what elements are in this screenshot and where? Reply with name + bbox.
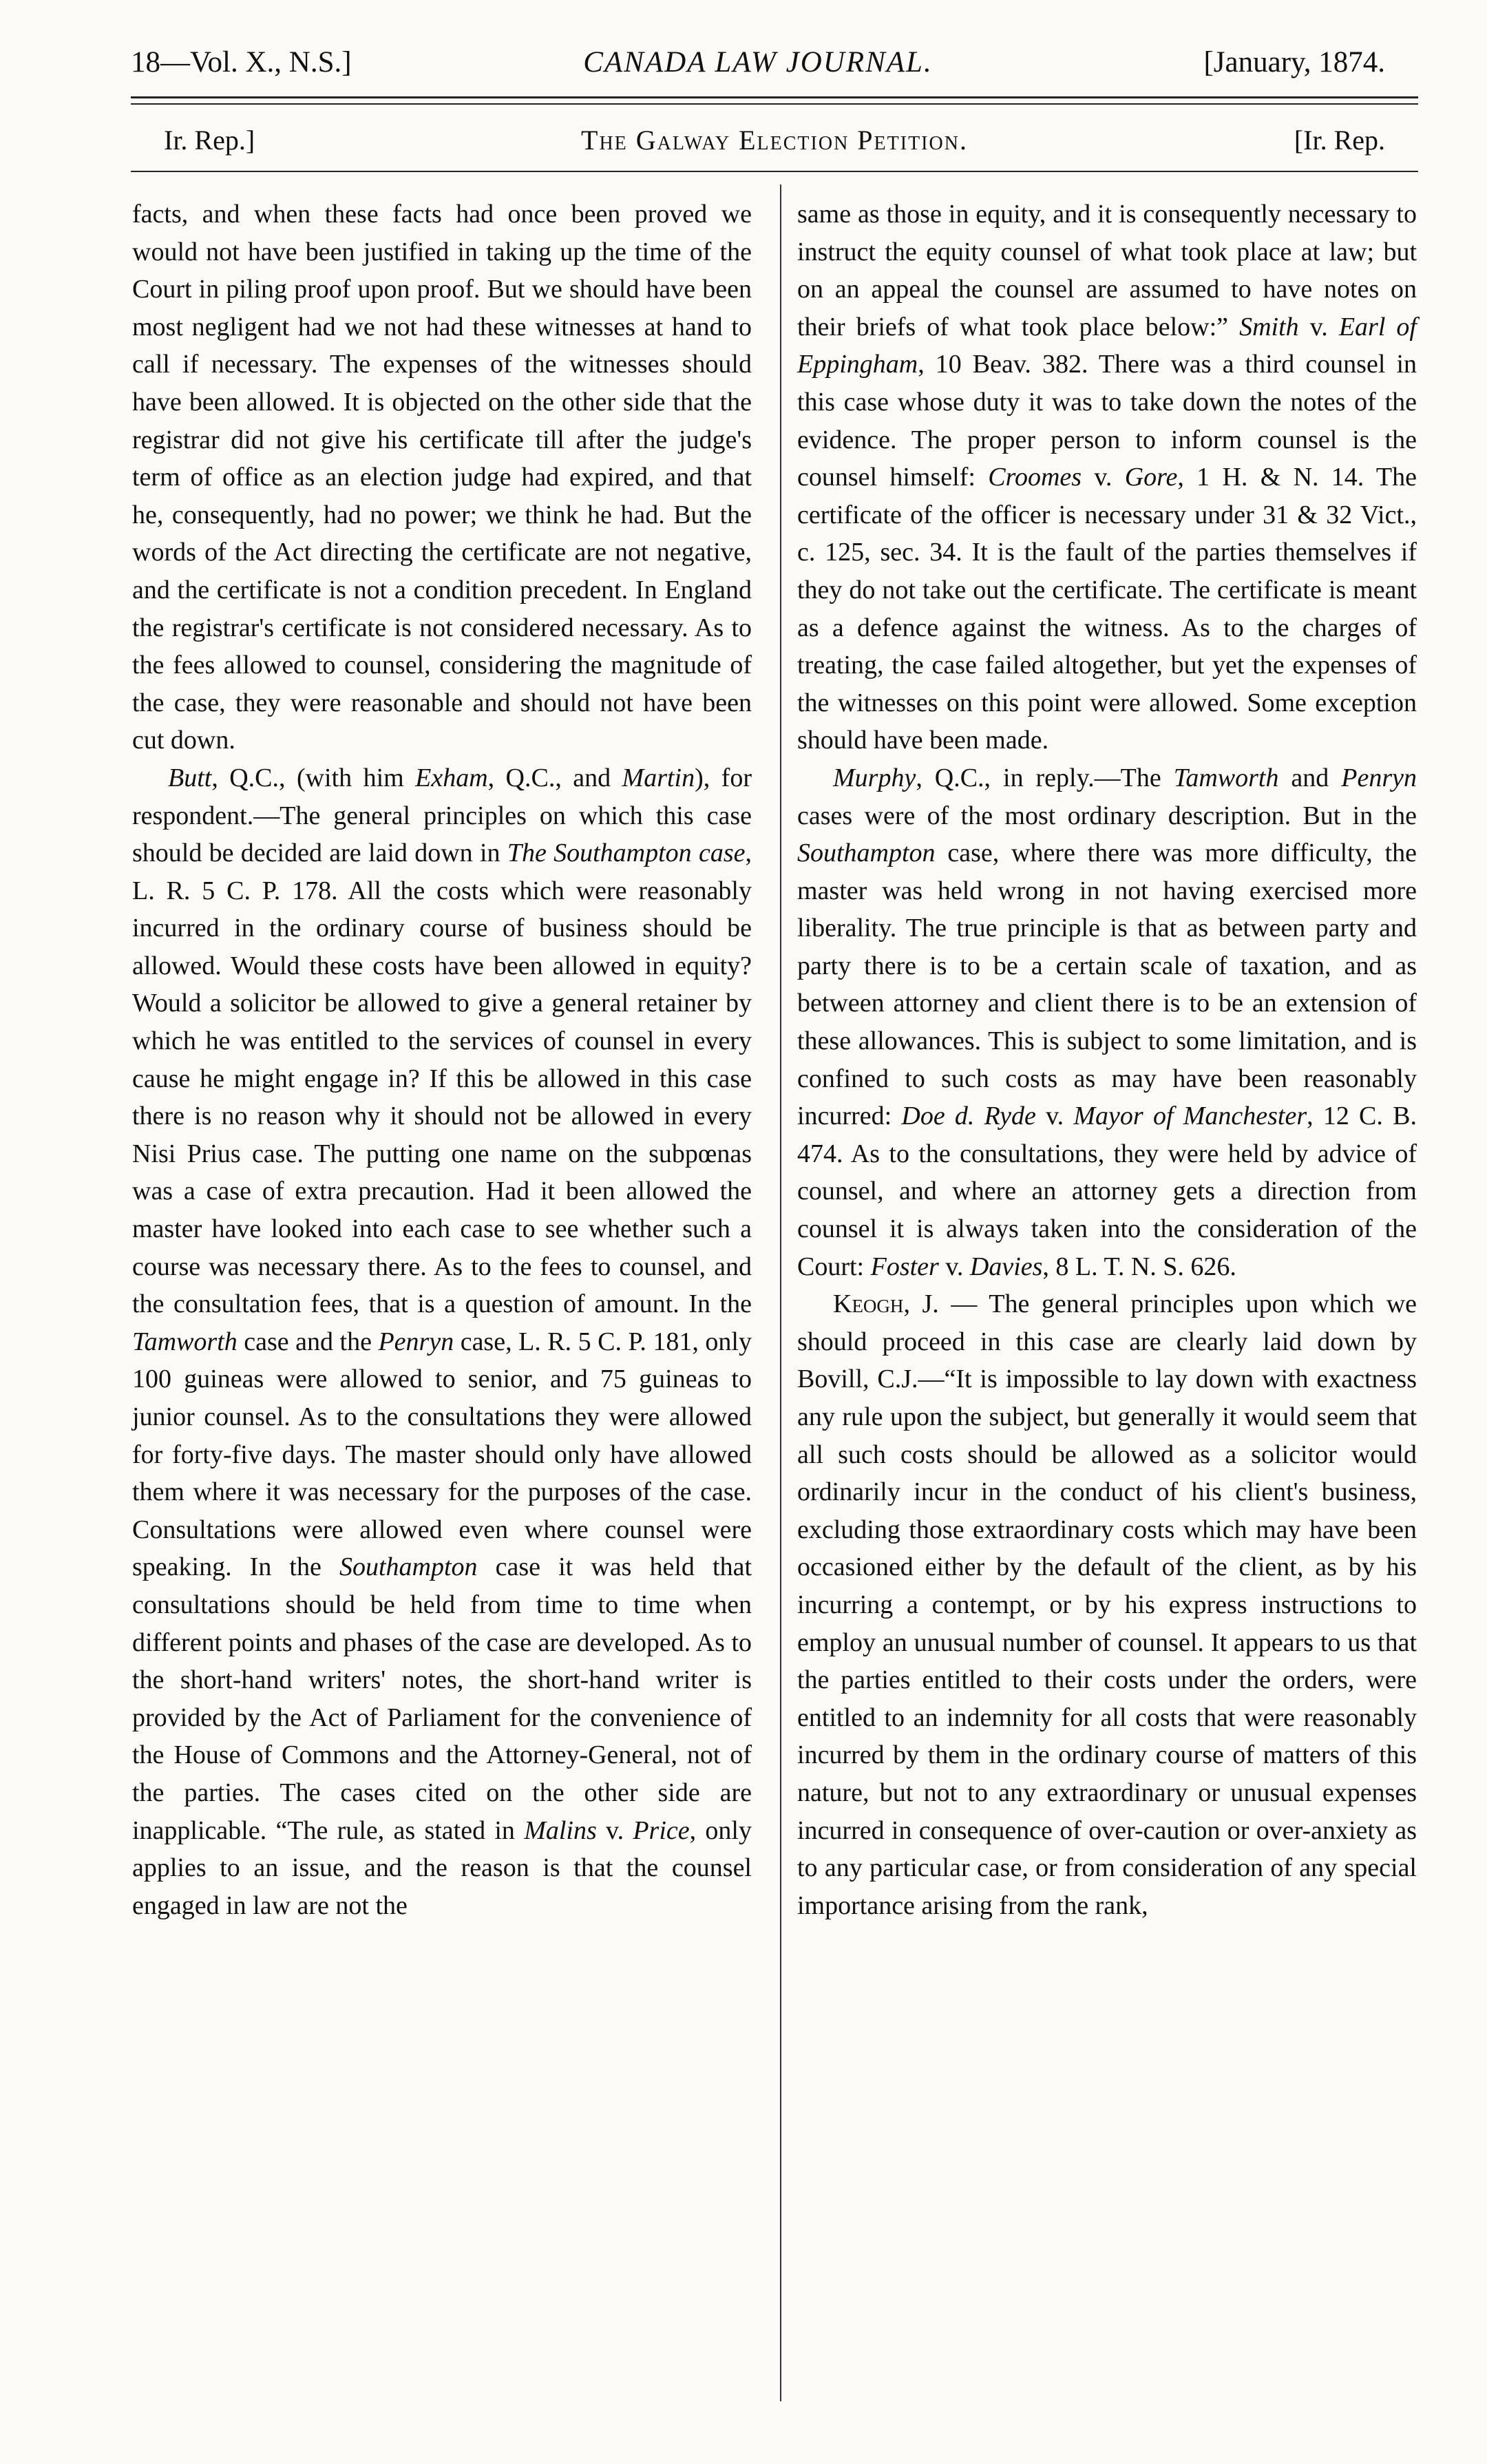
- paragraph: Butt, Q.C., (with him Exham, Q.C., and Martin), for respondent.—The general principles on which this case should be decided are laid down in The Southampton case, L. R. 5 C. P. 178. All the costs which were reasonably incurred in the ordinary course of business should be allowed. Would these costs have been allowed in equity? Would a solicitor be allowed to give a general retainer by which he was entitled to the services of counsel in every cause he might engage in? If this be allowed in this case there is no reason why it should not be allowed in every Nisi Prius case. The putting one name on the subpœnas was a case of extra precaution. Had it been allowed the master have looked into each case to see whether such a course was necessary there. As to the fees to counsel, and the consultation fees, that is a question of amount. In the Tamworth case and the Penryn case, L. R. 5 C. P. 181, only 100 guineas were allowed to senior, and 75 guineas to junior counsel. As to the consultations they were allowed for forty-five days. The master should only have allowed them where it was necessary for the purposes of the case. Consultations were allowed even where counsel were speaking. In the Southampton case it was held that consultations should be held from time to time when different points and phases of the case are developed. As to the short-hand writers' notes, the short-hand writer is provided by the Act of Parliament for the convenience of the House of Commons and the Attorney-General, not of the parties. The cases cited on the other side are inapplicable. “The rule, as stated in Malins v. Price, only applies to an issue, and the reason is that the counsel engaged in law are not the: [132, 763, 752, 1920]
- case-citation: Gore: [1124, 463, 1178, 492]
- report-left: Ir. Rep.]: [164, 125, 255, 156]
- report-right: [Ir. Rep.: [1294, 125, 1385, 156]
- paragraph: Keogh, J. — The general principles upon which we should proceed in this case are clearly laid down by Bovill, C.J.—“It is impossible to lay down with exactness any rule upon the subject, but generally it would seem that all such costs should be allowed as a solicitor would ordinarily incur in the conduct of his client's business, excluding those extraordinary costs which may have been occasioned either by the default of the client, as by his incurring a contempt, or by his express instructions to employ an unusual number of counsel. It appears to us that the parties entitled to their costs under the orders, were entitled to an indemnity for all costs that were reasonably incurred by them in the ordinary course of matters of this nature, but not to any extraordinary or unusual expenses incurred in consequence of over-caution or over-anxiety as to any particular case, or from consideration of any special importance arising from the rank,: [797, 1289, 1417, 1920]
- case-citation: The Southampton case: [507, 839, 746, 868]
- counsel-name: Exham: [415, 763, 488, 792]
- case-citation: Smith: [1239, 312, 1299, 341]
- page-reference: 18—Vol. X., N.S.]: [131, 46, 352, 78]
- case-citation: Malins: [524, 1815, 597, 1845]
- paragraph: same as those in equity, and it is consequently necessary to instruct the equity counsel of what took place at law; but on an appeal the counsel are assumed to have notes on their briefs of what took place below:” Smith v. Earl of Eppingham, 10 Beav. 382. There was a third counsel in this case whose duty it was to take down the notes of the evidence. The proper person to inform counsel is the counsel himself: Croomes v. Gore, 1 H. & N. 14. The certificate of the officer is necessary under 31 & 32 Vict., c. 125, sec. 34. It is the fault of the parties themselves if they do not take out the certificate. The certificate is meant as a defence against the witness. As to the charges of treating, the case failed altogether, but yet the expenses of the witnesses on this point were allowed. Some exception should have been made.: [797, 200, 1417, 755]
- judge-name: Keogh: [833, 1289, 904, 1319]
- case-citation: Southampton: [797, 839, 936, 868]
- case-citation: Penryn: [378, 1327, 454, 1356]
- journal-title: CANADA LAW JOURNAL.: [583, 46, 933, 78]
- page-header: [131, 39, 1385, 87]
- paragraph: Murphy, Q.C., in reply.—The Tamworth and Penryn cases were of the most ordinary description. But in the Southampton case, where there was more difficulty, the master was held wrong in not having exercised more liberality. The true principle is that as between party and party there is to be a certain scale of taxation, and as between attorney and client there is to be an extension of these allowances. This is subject to some limitation, and is confined to such costs as may have been reasonably incurred: Doe d. Ryde v. Mayor of Manchester, 12 C. B. 474. As to the consultations, they were held by advice of counsel, and where an attorney gets a direction from counsel it is always taken into the consideration of the Court: Foster v. Davies, 8 L. T. N. S. 626.: [797, 763, 1417, 1281]
- case-citation: Tamworth: [132, 1327, 238, 1356]
- case-title: The Galway Election Petition.: [581, 125, 968, 156]
- case-citation: Foster: [870, 1252, 939, 1281]
- case-citation: Penryn: [1341, 763, 1417, 792]
- running-head: [164, 116, 1385, 165]
- paragraph: facts, and when these facts had once been proved we would not have been justified in taking up the time of the Court in piling proof upon proof. But we should have been most negligent had we not had these witnesses at hand to call if necessary. The expenses of the witnesses should have been allowed. It is objected on the other side that the registrar did not give his certificate till after the judge's term of office as an election judge had expired, and that he, consequently, had no power; we think he had. But the words of the Act directing the certificate are not negative, and the certificate is not a condition precedent. In England the registrar's certificate is not considered necessary. As to the fees allowed to counsel, considering the magnitude of the case, they were reasonable and should not have been cut down.: [132, 200, 752, 755]
- case-citation: Davies: [969, 1252, 1043, 1281]
- case-citation: Southampton: [339, 1552, 478, 1582]
- counsel-name: Murphy: [833, 763, 916, 792]
- counsel-name: Butt: [168, 763, 212, 792]
- case-citation: Mayor of Manchester: [1073, 1102, 1307, 1131]
- case-citation: Doe d. Ryde: [901, 1102, 1036, 1131]
- counsel-name: Martin: [622, 763, 695, 792]
- issue-date: [January, 1874.: [1203, 46, 1385, 78]
- case-citation: Price: [633, 1815, 690, 1845]
- subheader-rule: [131, 171, 1418, 172]
- header-rule-double: [131, 103, 1418, 105]
- left-column: [132, 196, 752, 1924]
- case-citation: Croomes: [988, 463, 1082, 492]
- case-citation: Tamworth: [1173, 763, 1279, 792]
- column-divider: [780, 185, 781, 2401]
- case-citation: Earl of Eppingham: [797, 312, 1417, 379]
- right-column: [797, 196, 1417, 1924]
- header-rule-top: [131, 96, 1418, 98]
